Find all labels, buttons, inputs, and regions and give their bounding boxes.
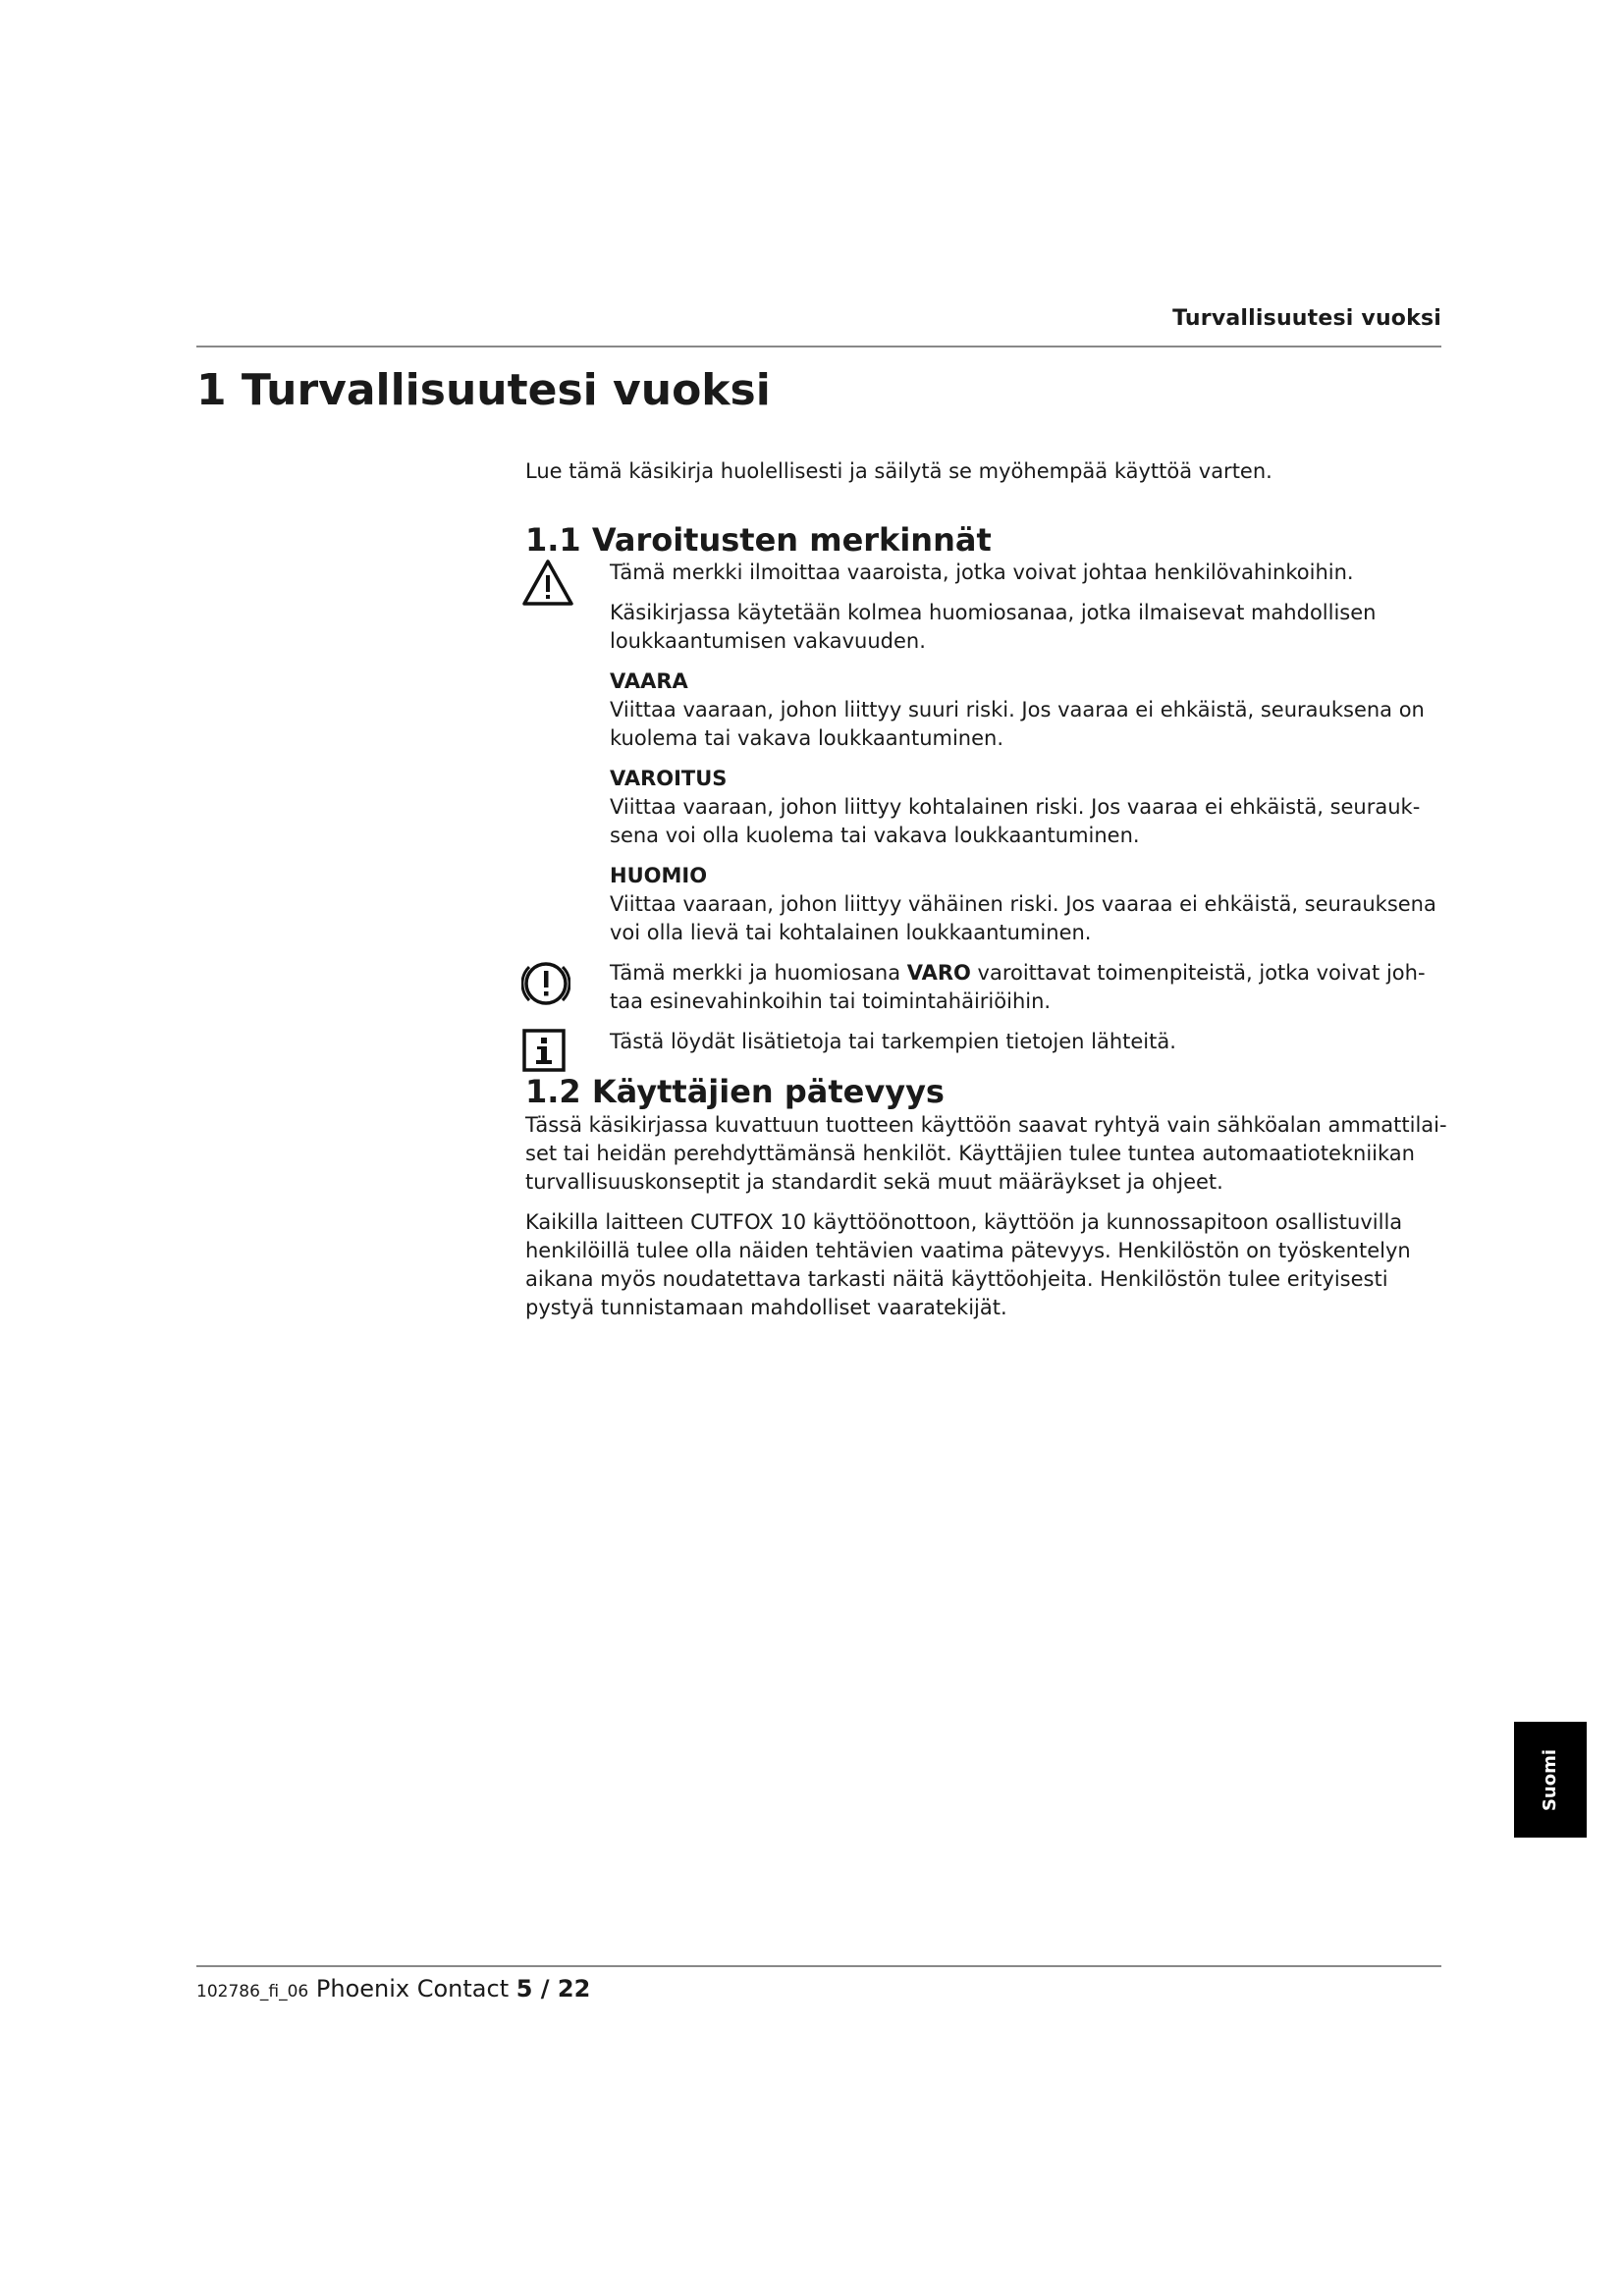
section-1-2-title: 1.2 Käyttäjien pätevyys — [525, 1073, 945, 1111]
level-desc-varoitus: Viittaa vaaraan, johon liittyy kohtalainen riski. Jos vaaraa ei ehkäistä, seurauksena voi olla kuolema tai vakava loukkaantuminen. — [610, 795, 1421, 848]
caution-text-pre: Tämä merkki ja huomiosana — [610, 961, 907, 986]
qualification-paragraph-1: Tässä käsikirjassa kuvattuun tuotteen käyttöön saavat ryhtyä vain sähköalan ammattilaiset tai heidän perehdyttämänsä henkilöt. Käyttäjien tulee tuntea automaatiotekniikan turvallisuuskonseptit ja standardit sekä muut määräykset ja ohjeet. — [525, 1112, 1447, 1194]
info-notice — [525, 1028, 1448, 1073]
main-content — [525, 457, 1448, 1334]
section-1-1-title: 1.1 Varoitusten merkinnät — [525, 521, 992, 559]
footer-doc-id: 102786_fi_06 — [196, 1982, 309, 2002]
warning-triangle-icon — [521, 559, 578, 608]
chapter-intro: Lue tämä käsikirja huolellisesti ja säilytä se myöhempää käyttöä varten. — [525, 459, 1272, 483]
caution-text — [610, 959, 1448, 1016]
footer — [196, 1975, 590, 2002]
level-desc-vaara: Viittaa vaaraan, johon liittyy suuri riski. Jos vaaraa ei ehkäistä, seurauksena on kuolema tai vakava loukkaantuminen. — [610, 698, 1425, 751]
language-tab — [1514, 1722, 1587, 1838]
level-desc-huomio: Viittaa vaaraan, johon liittyy vähäinen riski. Jos vaaraa ei ehkäistä, seurauksena voi olla lievä tai kohtalainen loukkaantuminen. — [610, 892, 1436, 945]
level-term-huomio: HUOMIO — [610, 864, 708, 888]
info-text: Tästä löydät lisätietoja tai tarkempien tietojen lähteitä. — [610, 1030, 1176, 1054]
caution-notice — [525, 959, 1448, 1028]
caution-circle-icon — [521, 959, 578, 1008]
qualification-paragraph-2: Kaikilla laitteen CUTFOX 10 käyttöönottoon, käyttöön ja kunnossapitoon osallistuvilla henkilöillä tulee olla näiden tehtävien vaatima pätevyys. Henkilöstön on työskentelyn aikana myös noudatettava tarkasti näitä käyttöohjeita. Henkilöstön tulee erityisesti pystyä tunnistamaan mahdolliset vaaratekijät. — [525, 1209, 1411, 1319]
warning-text: Tämä merkki ilmoittaa vaaroista, jotka voivat johtaa henkilövahinkoihin. — [610, 561, 1354, 585]
level-term-varoitus: VAROITUS — [610, 767, 728, 791]
caution-word: VARO — [906, 961, 971, 986]
footer-rule — [196, 1965, 1441, 1967]
level-term-vaara: VAARA — [610, 669, 688, 694]
caution-text-post: varoittavat toimenpiteistä, jotka voivat johtaa esinevahinkoihin tai toimintahäiriöihin. — [610, 961, 1426, 1014]
footer-page-number: 5 / 22 — [515, 1975, 591, 2002]
warning-notice — [525, 559, 1448, 959]
footer-company: Phoenix Contact — [315, 1975, 510, 2002]
signal-words-intro: Käsikirjassa käytetään kolmea huomiosanaa, jotka ilmaisevat mahdollisen loukkaantumisen vakavuuden. — [610, 601, 1377, 654]
running-header: Turvallisuutesi vuoksi — [1172, 306, 1441, 331]
info-icon — [521, 1028, 578, 1073]
language-tab-label: Suomi — [1540, 1748, 1561, 1811]
header-rule — [196, 346, 1441, 347]
chapter-title: 1 Turvallisuutesi vuoksi — [196, 365, 771, 415]
